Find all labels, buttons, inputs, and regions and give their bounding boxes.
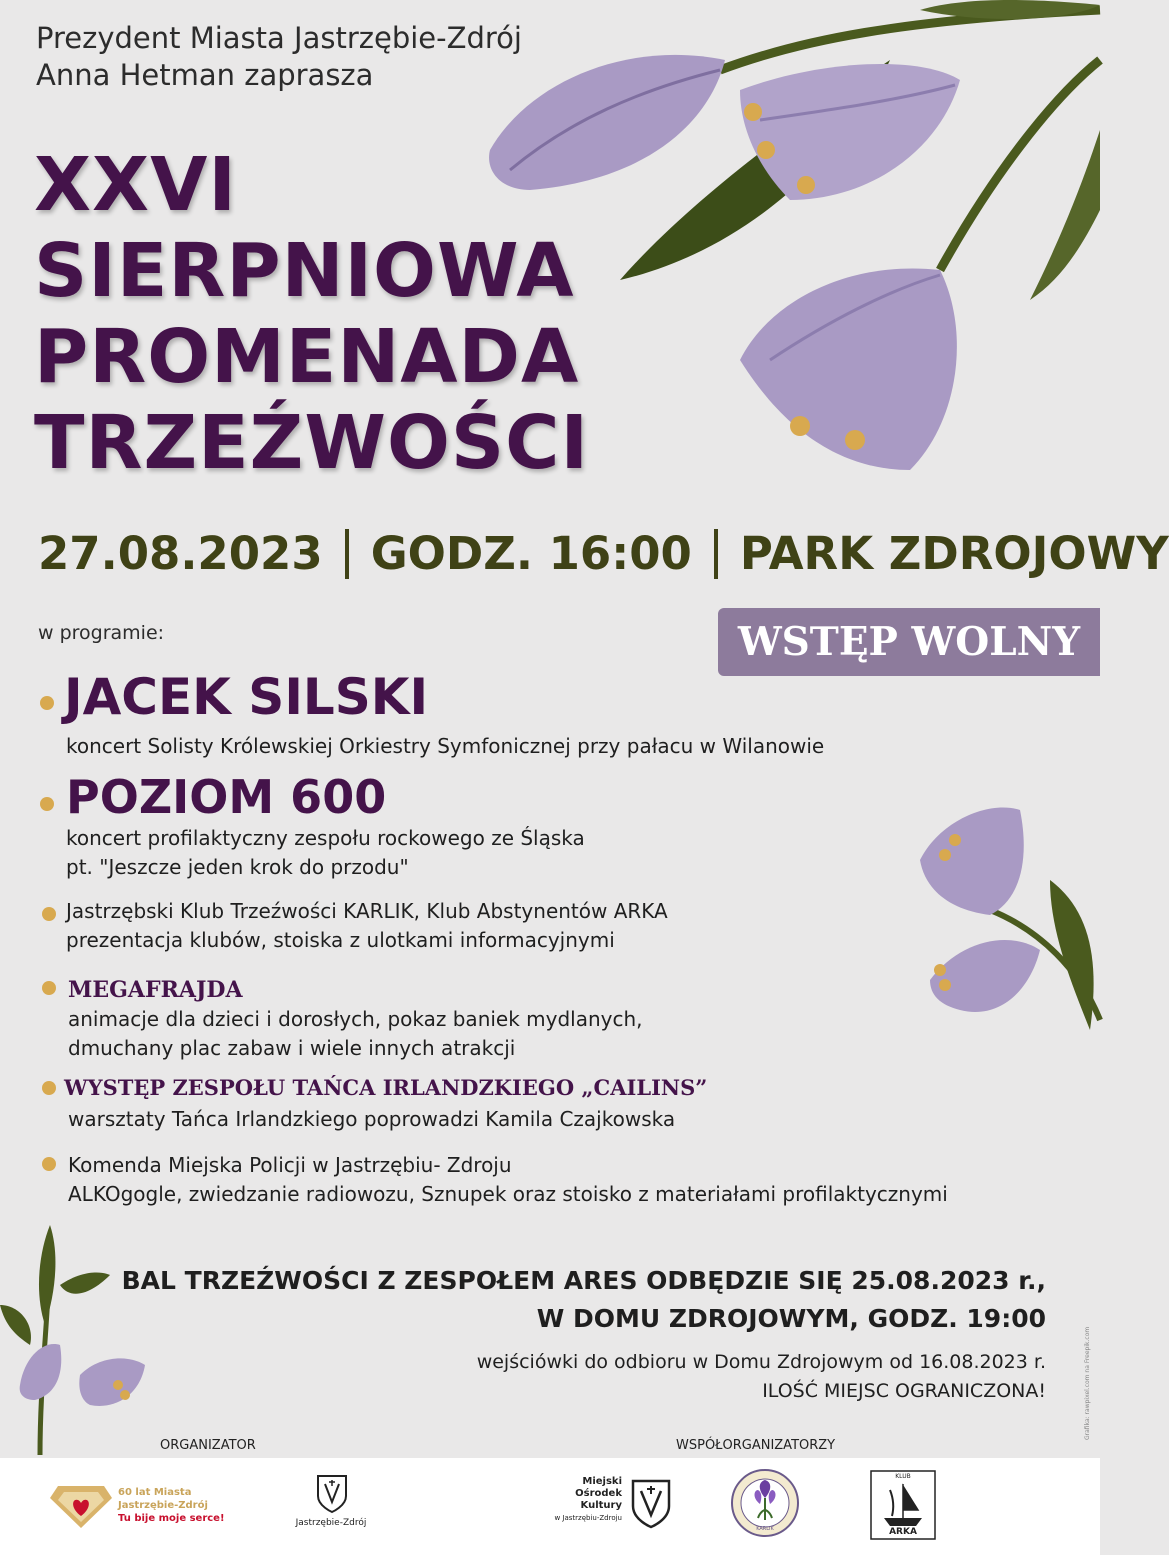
title-line-2: SIERPNIOWA — [34, 228, 575, 314]
separator — [714, 529, 718, 579]
graphics-credit: Grafika: rawpixel.com na Freepik.com — [1084, 1326, 1091, 1440]
bullet-icon — [42, 1157, 56, 1171]
ball-line-2: W DOMU ZDROJOWYM, GODZ. 19:00 — [536, 1304, 1046, 1333]
mok-line-4: w Jastrzębiu-Zdroju — [554, 1514, 622, 1522]
ball-announcement — [122, 1262, 1046, 1338]
diamond-heart-icon — [50, 1484, 112, 1528]
coorganizers-label: WSPÓŁORGANIZATORZY — [676, 1438, 836, 1453]
program-item-line: ALKOgogle, zwiedzanie radiowozu, Sznupek oraz stoisko z materiałami profilaktycznymi — [68, 1182, 948, 1206]
city-crest-icon — [316, 1474, 348, 1514]
tickets-note — [477, 1348, 1046, 1406]
bullet-icon — [42, 981, 56, 995]
logo-60-line-1: 60 lat Miasta — [118, 1487, 192, 1498]
title-line-1: XXVI — [34, 142, 237, 228]
free-entry-badge: WSTĘP WOLNY — [718, 608, 1100, 676]
sponsor-footer — [0, 1458, 1100, 1555]
logo-60-line-2: Jastrzębie-Zdrój — [118, 1500, 208, 1511]
organizer-label: ORGANIZATOR — [160, 1438, 256, 1453]
bullet-icon — [42, 907, 56, 921]
separator — [345, 529, 349, 579]
logo-arka — [870, 1470, 936, 1540]
program-item-name: POZIOM 600 — [66, 770, 387, 824]
program-item-desc: animacje dla dzieci i dorosłych, pokaz baniek mydlanych, — [68, 1007, 643, 1031]
program-item-line: Komenda Miejska Policji w Jastrzębiu- Zdroju — [68, 1153, 512, 1177]
city-logo-caption: Jastrzębie-Zdrój — [295, 1518, 367, 1528]
host-block — [36, 20, 522, 94]
ball-line-1: BAL TRZEŹWOŚCI Z ZESPOŁEM ARES ODBĘDZIE SIĘ 25.08.2023 r., — [121, 1266, 1046, 1295]
mok-line-2: Ośrodek — [575, 1488, 622, 1499]
arka-top-label: KLUB — [895, 1473, 911, 1480]
program-item-desc: pt. "Jeszcze jeden krok do przodu" — [66, 855, 409, 879]
crocus-flowers-mid-right — [900, 790, 1100, 1050]
program-item-desc: dmuchany plac zabaw i wiele innych atrakcji — [68, 1036, 516, 1060]
mok-line-3: Kultury — [580, 1500, 622, 1511]
logo-city-crest — [286, 1474, 376, 1550]
logo-60-years — [50, 1478, 230, 1538]
program-item-desc: koncert Solisty Królewskiej Orkiestry Symfonicznej przy pałacu w Wilanowie — [66, 734, 825, 758]
tickets-line-1: wejściówki do odbioru w Domu Zdrojowym od 16.08.2023 r. — [476, 1351, 1046, 1373]
logo-mok — [548, 1472, 678, 1548]
host-line-1: Prezydent Miasta Jastrzębie-Zdrój — [36, 21, 522, 55]
event-date-line — [38, 527, 1169, 580]
mok-crest-icon — [630, 1478, 672, 1530]
logo-60-line-3: Tu bije moje serce! — [118, 1513, 225, 1524]
bullet-icon — [40, 696, 54, 710]
bullet-icon — [40, 797, 54, 811]
mok-line-1: Miejski — [582, 1476, 622, 1487]
event-title — [34, 142, 589, 486]
program-item-name: JACEK SILSKI — [64, 668, 429, 726]
karlik-label: KARLIK — [756, 1526, 774, 1532]
host-line-2: Anna Hetman zaprasza — [36, 58, 374, 92]
program-item-line: prezentacja klubów, stoiska z ulotkami informacyjnymi — [66, 928, 615, 952]
program-item-name: MEGAFRAJDA — [68, 977, 243, 1003]
program-item-desc: koncert profilaktyczny zespołu rockowego ze Śląska — [66, 826, 585, 850]
program-item-line: Jastrzębski Klub Trzeźwości KARLIK, Klub Abstynentów ARKA — [66, 899, 668, 923]
program-item-desc: warsztaty Tańca Irlandzkiego poprowadzi Kamila Czajkowska — [68, 1107, 676, 1131]
event-time: GODZ. 16:00 — [370, 527, 692, 580]
tickets-line-2: ILOŚĆ MIEJSC OGRANICZONA! — [762, 1380, 1046, 1402]
event-place: PARK ZDROJOWY — [739, 527, 1169, 580]
program-item-name: WYSTĘP ZESPOŁU TAŃCA IRLANDZKIEGO „CAILINS” — [64, 1075, 708, 1100]
logo-karlik — [730, 1468, 800, 1538]
event-date: 27.08.2023 — [38, 527, 323, 580]
arka-label: ARKA — [889, 1527, 917, 1537]
title-line-4: TRZEŹWOŚCI — [34, 400, 589, 486]
title-line-3: PROMENADA — [34, 314, 580, 400]
program-label: w programie: — [38, 622, 165, 644]
bullet-icon — [42, 1081, 56, 1095]
